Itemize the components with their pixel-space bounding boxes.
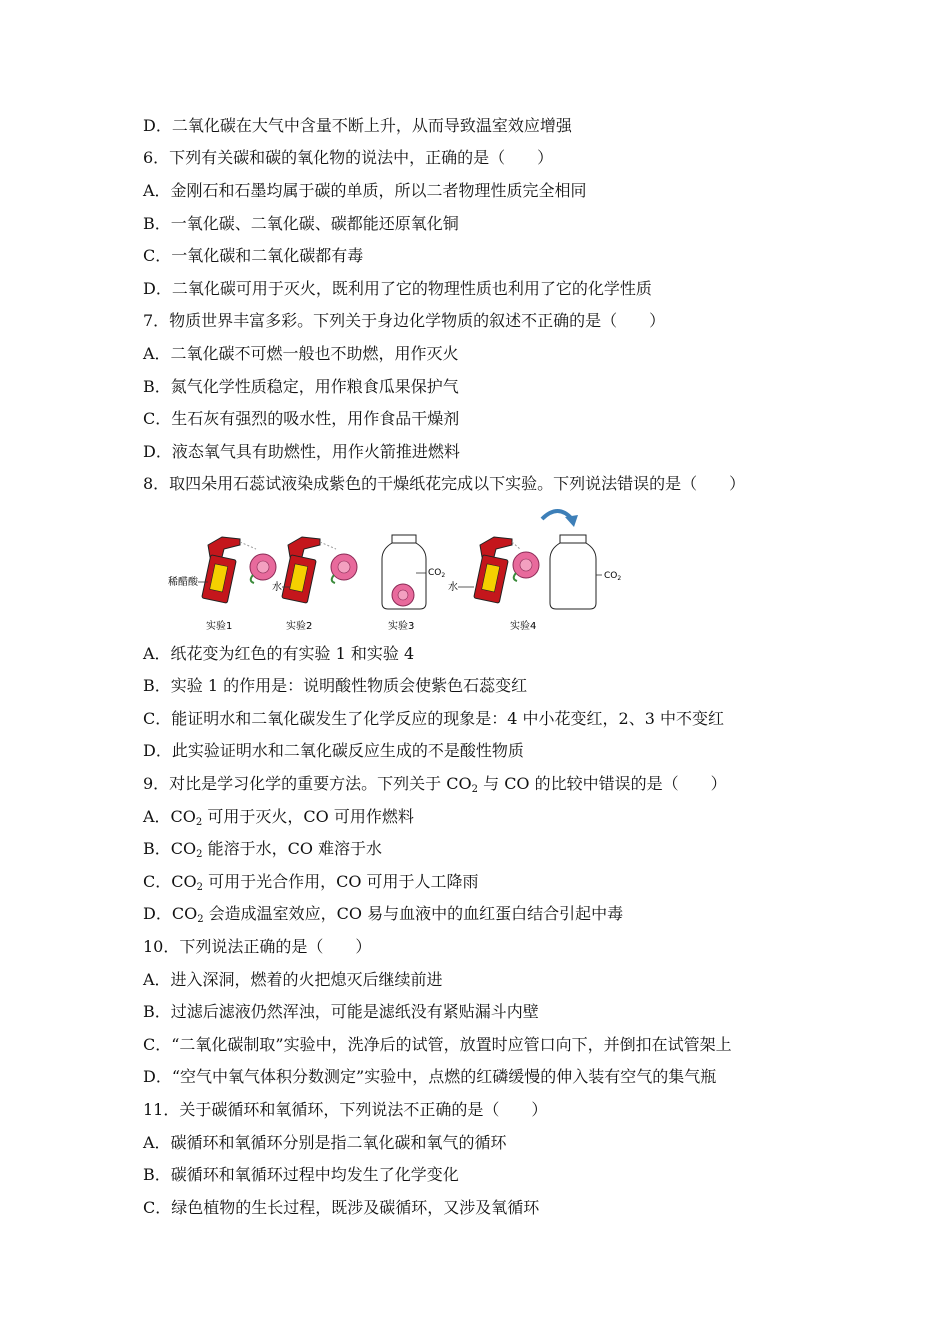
- q7-option-d: D．液态氧气具有助燃性，用作火箭推进燃料: [143, 442, 460, 461]
- q8-stem: 8．取四朵用石蕊试液染成紫色的干燥纸花完成以下实验。下列说法错误的是（ ）: [143, 474, 746, 493]
- water-label-2: 水: [272, 582, 282, 593]
- q6-stem: 6．下列有关碳和碳的氧化物的说法中，正确的是（ ）: [143, 148, 554, 167]
- gas-jar-3: [382, 535, 426, 609]
- q11-option-b: B．碳循环和氧循环过程中均发生了化学变化: [143, 1165, 459, 1184]
- experiment-figure: [160, 505, 640, 635]
- spray-bottle-4: [474, 537, 520, 603]
- q10-option-a: A．进入深洞，燃着的火把熄灭后继续前进: [143, 970, 443, 989]
- flower-2: [331, 554, 357, 583]
- co2-label-3: $CO_2$: [428, 568, 446, 579]
- q7-option-a: A．二氧化碳不可燃一般也不助燃，用作灭火: [143, 344, 459, 363]
- q8-option-b: B．实验 1 的作用是：说明酸性物质会使紫色石蕊变红: [143, 676, 528, 695]
- q7-option-c: C．生石灰有强烈的吸水性，用作食品干燥剂: [143, 409, 460, 428]
- q6-option-d: D．二氧化碳可用于灭火，既利用了它的物理性质也利用了它的化学性质: [143, 279, 652, 298]
- flower-4: [513, 552, 539, 581]
- q8-option-c: C．能证明水和二氧化碳发生了化学反应的现象是：4 中小花变红，2、3 中不变红: [143, 709, 724, 728]
- q6-option-c: C．一氧化碳和二氧化碳都有毒: [143, 246, 364, 265]
- flower-1: [250, 554, 276, 583]
- q10-option-d: D．“空气中氧气体积分数测定”实验中，点燃的红磷缓慢的伸入装有空气的集气瓶: [143, 1067, 717, 1086]
- q8-option-a: A．纸花变为红色的有实验 1 和实验 4: [143, 644, 415, 663]
- q9-option-a: A．$CO_2$ 可用于灭火，CO 可用作燃料: [143, 807, 414, 828]
- q9-option-d: D．$CO_2$ 会造成温室效应，CO 易与血液中的血红蛋白结合引起中毒: [143, 904, 624, 925]
- q7-stem: 7．物质世界丰富多彩。下列关于身边化学物质的叙述不正确的是（ ）: [143, 311, 666, 330]
- water-label-4: 水: [448, 582, 458, 593]
- q11-option-c: C．绿色植物的生长过程，既涉及碳循环，又涉及氧循环: [143, 1198, 540, 1217]
- q11-stem: 11．关于碳循环和氧循环，下列说法不正确的是（ ）: [143, 1100, 548, 1119]
- q10-option-c: C．“二氧化碳制取”实验中，洗净后的试管，放置时应管口向下，并倒扣在试管架上: [143, 1035, 732, 1054]
- acetic-acid-label: 稀醋酸: [168, 577, 198, 588]
- gas-jar-4: [550, 535, 596, 609]
- q9-option-b: B．$CO_2$ 能溶于水，CO 难溶于水: [143, 839, 383, 860]
- q7-option-b: B．氮气化学性质稳定，用作粮食瓜果保护气: [143, 377, 459, 396]
- spray-bottle-2: [282, 537, 336, 603]
- q9-option-c: C．$CO_2$ 可用于光合作用，CO 可用于人工降雨: [143, 872, 479, 893]
- q10-option-b: B．过滤后滤液仍然浑浊，可能是滤纸没有紧贴漏斗内壁: [143, 1002, 539, 1021]
- curved-arrow-icon: [542, 511, 578, 527]
- co2-label-4: $CO_2$: [604, 571, 622, 582]
- q6-option-a: A．金刚石和石墨均属于碳的单质，所以二者物理性质完全相同: [143, 181, 587, 200]
- exp4-label: 实验4: [510, 621, 537, 632]
- q8-option-d: D．此实验证明水和二氧化碳反应生成的不是酸性物质: [143, 741, 524, 760]
- q11-option-a: A．碳循环和氧循环分别是指二氧化碳和氧气的循环: [143, 1133, 507, 1152]
- q5-option-d: D．二氧化碳在大气中含量不断上升，从而导致温室效应增强: [143, 116, 572, 135]
- q10-stem: 10．下列说法正确的是（ ）: [143, 937, 372, 956]
- q6-option-b: B．一氧化碳、二氧化碳、碳都能还原氧化铜: [143, 214, 459, 233]
- exp2-label: 实验2: [286, 621, 313, 632]
- exp3-label: 实验3: [388, 621, 415, 632]
- spray-bottle-1: [202, 537, 256, 603]
- q9-stem: 9．对比是学习化学的重要方法。下列关于 $CO_2$ 与 CO 的比较中错误的是（ ）: [143, 774, 727, 795]
- exp1-label: 实验1: [206, 621, 233, 632]
